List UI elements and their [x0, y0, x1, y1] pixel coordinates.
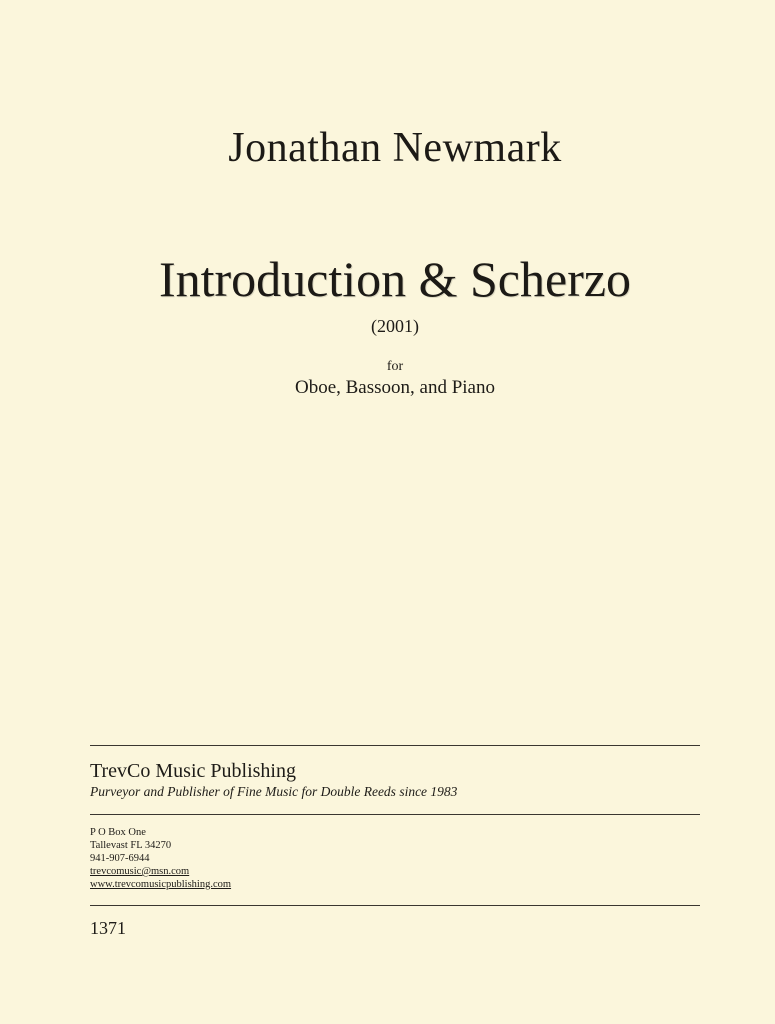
composition-year: (2001)	[371, 316, 419, 336]
publisher-tagline: Purveyor and Publisher of Fine Music for Double Reeds since 1983	[90, 784, 458, 799]
publisher-name: TrevCo Music Publishing	[90, 760, 296, 782]
address-line-1: P O Box One	[90, 827, 146, 838]
divider-middle	[90, 814, 700, 815]
for-label: for	[386, 359, 404, 374]
divider-top	[90, 745, 700, 746]
address-line-2: Tallevast FL 34270	[90, 840, 172, 851]
catalog-number: 1371	[90, 918, 126, 938]
divider-bottom	[90, 905, 700, 906]
website-link[interactable]: www.trevcomusicpublishing.com	[90, 879, 232, 890]
publisher-contact-block	[90, 826, 231, 891]
phone-number: 941-907-6944	[90, 853, 150, 864]
composer-name: Jonathan Newmark	[228, 125, 562, 171]
work-title: Introduction & Scherzo	[158, 251, 632, 307]
instrumentation: Oboe, Bassoon, and Piano	[294, 377, 495, 398]
email-link[interactable]: trevcomusic@msn.com	[90, 866, 190, 877]
